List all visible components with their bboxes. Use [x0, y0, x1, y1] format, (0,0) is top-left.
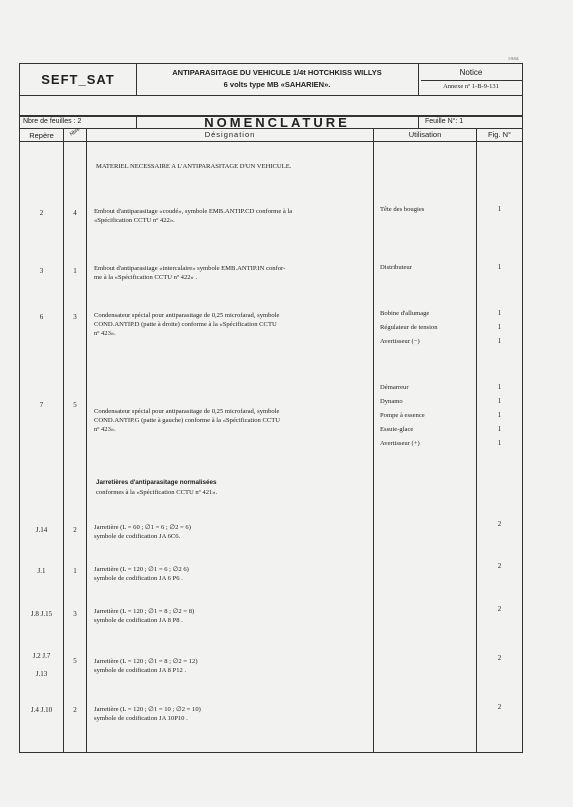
row-utilisation: Pompe à essence: [380, 412, 425, 419]
row-utilisation: Distributeur: [380, 264, 412, 271]
row-quantity: 1: [73, 267, 77, 275]
jarretieres-subtitle: conformes à la «Spécification CCTU nº 421».: [96, 489, 218, 496]
sheet-number: Feuille N°: 1: [425, 118, 464, 125]
row-utilisation: Essuie-glace: [380, 426, 414, 433]
column-header-utilisation: Utilisation: [408, 130, 442, 139]
row-repere: 7: [39, 401, 44, 409]
section-title: MATERIEL NECESSAIRE A L'ANTIPARASITAGE D'UN VEHICULE.: [96, 163, 292, 170]
jarretiere-line: symbole de codification JA 6C6.: [94, 533, 181, 540]
row-designation-line: Condensateur spécial pour antiparasitage de 0,25 microfarad, symbole: [94, 312, 280, 319]
document-title-line2: 6 volts type MB «SAHARIEN».: [223, 80, 331, 89]
row-figure: 1: [497, 205, 502, 213]
row-figure: 1: [497, 439, 502, 447]
jarretiere-line: Jarretière (L = 60 ; ∅1 = 6 ; ∅2 = 6): [94, 524, 191, 531]
row-repere: 6: [39, 313, 44, 321]
row-repere: 2: [39, 209, 44, 217]
row-designation-line: COND.ANTIP.D (patte à droite) conforme à la «Spécification CCTU: [94, 321, 277, 328]
jarretiere-quantity: 5: [73, 657, 77, 665]
row-utilisation: Bobine d'allumage: [380, 310, 430, 317]
row-designation-line: COND.ANTIP.G (patte à gauche) conforme à la «Spécification CCTU: [94, 417, 281, 424]
row-designation-line: Embout d'antiparasitage «coudé», symbole EMB.ANTIP.CD conforme à la: [94, 208, 293, 215]
jarretiere-repere: J.1: [37, 567, 46, 575]
row-figure: 1: [497, 397, 502, 405]
nomenclature-heading: NOMENCLATURE: [204, 115, 350, 130]
row-designation-line: «Spécification CCTU nº 422».: [94, 217, 175, 224]
row-figure: 1: [497, 337, 502, 345]
jarretiere-line: symbole de codification JA 8 P12 .: [94, 667, 187, 674]
jarretiere-line: Jarretière (L = 120 ; ∅1 = 10 ; ∅2 = 10): [94, 706, 201, 713]
jarretiere-line: symbole de codification JA 10P10 .: [94, 715, 188, 722]
jarretiere-repere: J.8 J.15: [30, 610, 53, 618]
jarretiere-quantity: 2: [73, 526, 77, 534]
column-header-designation: Désignation: [204, 130, 256, 139]
row-designation-line: nº 423».: [94, 330, 116, 337]
sheets-count: Nbre de feuilles : 2: [23, 118, 82, 125]
jarretiere-line: symbole de codification JA 8 P8 .: [94, 617, 183, 624]
jarretiere-line: Jarretière (L = 120 ; ∅1 = 8 ; ∅2 = 12): [94, 658, 198, 665]
row-repere: 3: [39, 267, 44, 275]
row-utilisation: Avertisseur (+): [380, 440, 420, 447]
nomenclature-sheet: [19, 63, 523, 753]
row-utilisation: Régulateur de tension: [380, 324, 438, 331]
jarretiere-figure: 2: [497, 703, 502, 711]
row-figure: 1: [497, 309, 502, 317]
corner-mark: 1-8/64: [508, 56, 519, 61]
jarretieres-title: Jarretières d'antiparasitage normalisées: [96, 479, 217, 486]
annex-number: Annexe nº 1-B-9-131: [443, 83, 499, 90]
document-code: SEFT_SAT: [41, 72, 115, 87]
row-figure: 1: [497, 425, 502, 433]
jarretiere-line: Jarretière (L = 120 ; ∅1 = 6 ; ∅2 6): [94, 566, 189, 573]
row-figure: 1: [497, 411, 502, 419]
row-utilisation: Tête des bougies: [380, 206, 425, 213]
row-figure: 1: [497, 263, 502, 271]
row-designation-line: Embout d'antiparasitage «intercalaire» symbole EMB.ANTIP.IN confor-: [94, 265, 286, 272]
row-designation-line: Condensateur spécial pour antiparasitage de 0,25 microfarad, symbole: [94, 408, 280, 415]
row-figure: 1: [497, 383, 502, 391]
row-figure: 1: [497, 323, 502, 331]
row-utilisation: Démarreur: [380, 384, 409, 391]
jarretiere-quantity: 1: [73, 567, 77, 575]
jarretiere-quantity: 2: [73, 706, 77, 714]
jarretiere-repere: J.14: [35, 526, 48, 534]
row-designation-line: nº 423».: [94, 426, 116, 433]
jarretiere-repere: J.13: [35, 670, 48, 678]
jarretiere-quantity: 3: [73, 610, 77, 618]
jarretiere-repere: J.4 J.10: [30, 706, 53, 714]
jarretiere-line: Jarretière (L = 120 ; ∅1 = 8 ; ∅2 = 8): [94, 608, 195, 615]
row-quantity: 3: [73, 313, 77, 321]
jarretiere-figure: 2: [497, 562, 502, 570]
jarretiere-figure: 2: [497, 605, 502, 613]
jarretiere-repere: J.2 J.7: [32, 652, 51, 660]
column-header-repere: Repère: [29, 131, 54, 140]
row-utilisation: Avertisseur (−): [380, 338, 420, 345]
row-designation-line: me à la «Spécification CCTU nº 422» .: [94, 274, 198, 281]
row-utilisation: Dynamo: [380, 398, 403, 405]
column-header-figure: Fig. N°: [487, 130, 511, 139]
row-quantity: 5: [73, 401, 77, 409]
column-header-quantity: Nbre: [68, 126, 82, 138]
document-title-line1: ANTIPARASITAGE DU VEHICULE 1/4t HOTCHKISS WILLYS: [172, 68, 382, 77]
jarretiere-line: symbole de codification JA 6 P6 .: [94, 575, 183, 582]
jarretiere-figure: 2: [497, 520, 502, 528]
notice-label: Notice: [459, 68, 483, 77]
jarretiere-figure: 2: [497, 654, 502, 662]
row-quantity: 4: [73, 209, 77, 217]
